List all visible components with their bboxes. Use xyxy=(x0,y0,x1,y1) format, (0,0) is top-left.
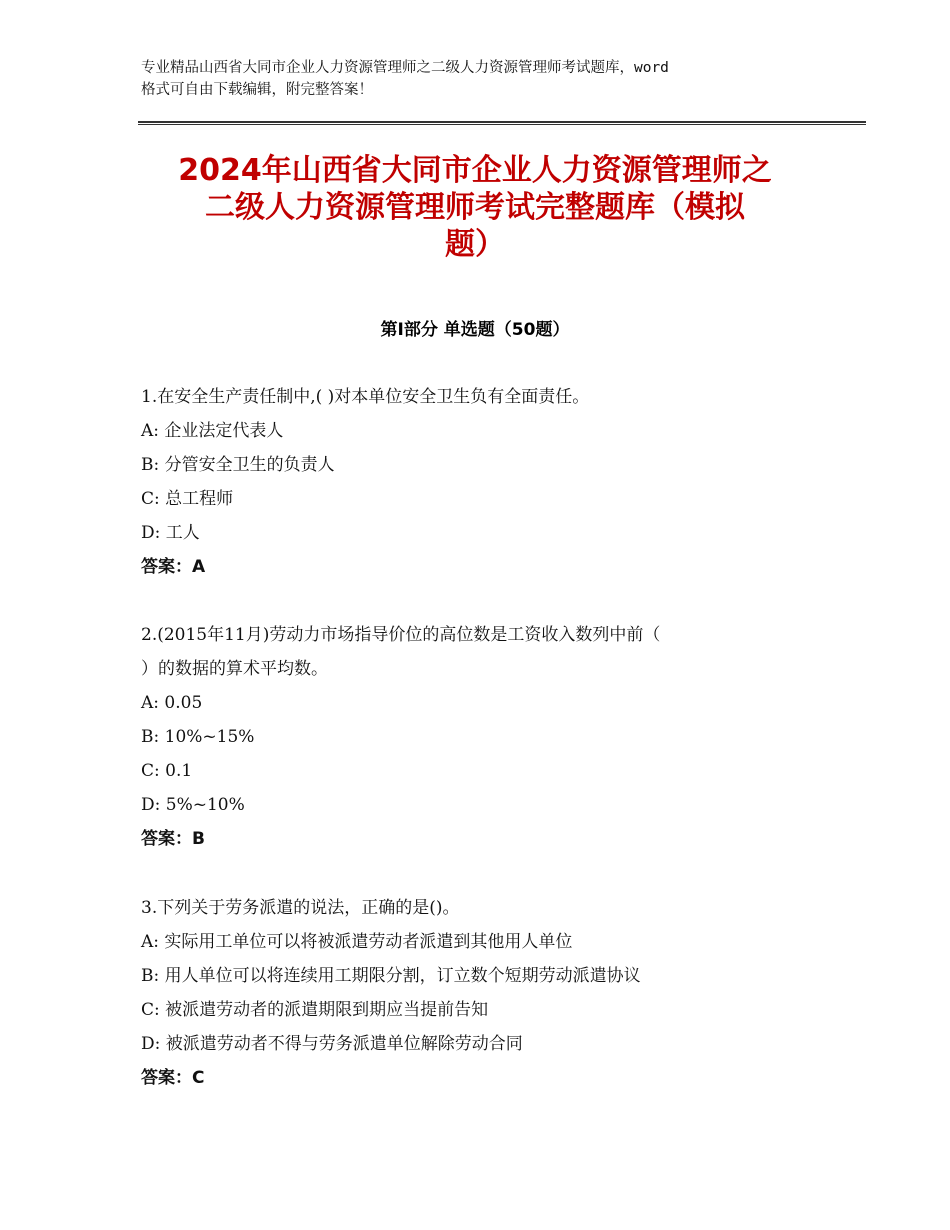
option-a: A: 企业法定代表人 xyxy=(141,421,284,441)
header-note-line-2: 格式可自由下载编辑，附完整答案！ xyxy=(141,82,373,98)
question-1 xyxy=(141,380,841,584)
option-b: B: 10%~15% xyxy=(141,727,255,747)
option-d: D: 工人 xyxy=(141,523,200,543)
header-divider xyxy=(138,121,866,123)
option-c: C: 0.1 xyxy=(141,761,193,781)
question-3 xyxy=(141,891,841,1095)
header-note xyxy=(141,57,831,101)
question-2 xyxy=(141,618,841,856)
question-stem-continued: ）的数据的算术平均数。 xyxy=(141,659,328,679)
header-divider-thin xyxy=(138,124,866,125)
title-line-1: 2024年山西省大同市企业人力资源管理师之 xyxy=(178,153,772,188)
option-b: B: 分管安全卫生的负责人 xyxy=(141,455,335,475)
option-c: C: 被派遣劳动者的派遣期限到期应当提前告知 xyxy=(141,1000,489,1020)
header-note-line-1: 专业精品山西省大同市企业人力资源管理师之二级人力资源管理师考试题库，word xyxy=(141,60,669,76)
question-stem: 3.下列关于劳务派遣的说法，正确的是()。 xyxy=(141,898,460,918)
question-stem: 1.在安全生产责任制中,( )对本单位安全卫生负有全面责任。 xyxy=(141,387,590,407)
option-a: A: 实际用工单位可以将被派遣劳动者派遣到其他用人单位 xyxy=(141,932,573,952)
option-d: D: 被派遣劳动者不得与劳务派遣单位解除劳动合同 xyxy=(141,1034,523,1054)
section-title: 第Ⅰ部分 单选题（50题） xyxy=(380,320,570,340)
option-b: B: 用人单位可以将连续用工期限分割，订立数个短期劳动派遣协议 xyxy=(141,966,641,986)
title-line-2: 二级人力资源管理师考试完整题库（模拟 xyxy=(205,190,745,225)
question-stem: 2.(2015年11月)劳动力市场指导价位的高位数是工资收入数列中前（ xyxy=(141,625,661,645)
option-a: A: 0.05 xyxy=(141,693,203,713)
answer: 答案：B xyxy=(141,829,205,849)
option-d: D: 5%~10% xyxy=(141,795,245,815)
title-line-3: 题） xyxy=(445,227,505,262)
document-title xyxy=(120,152,830,263)
option-c: C: 总工程师 xyxy=(141,489,234,509)
answer: 答案：A xyxy=(141,557,206,577)
answer: 答案：C xyxy=(141,1068,205,1088)
